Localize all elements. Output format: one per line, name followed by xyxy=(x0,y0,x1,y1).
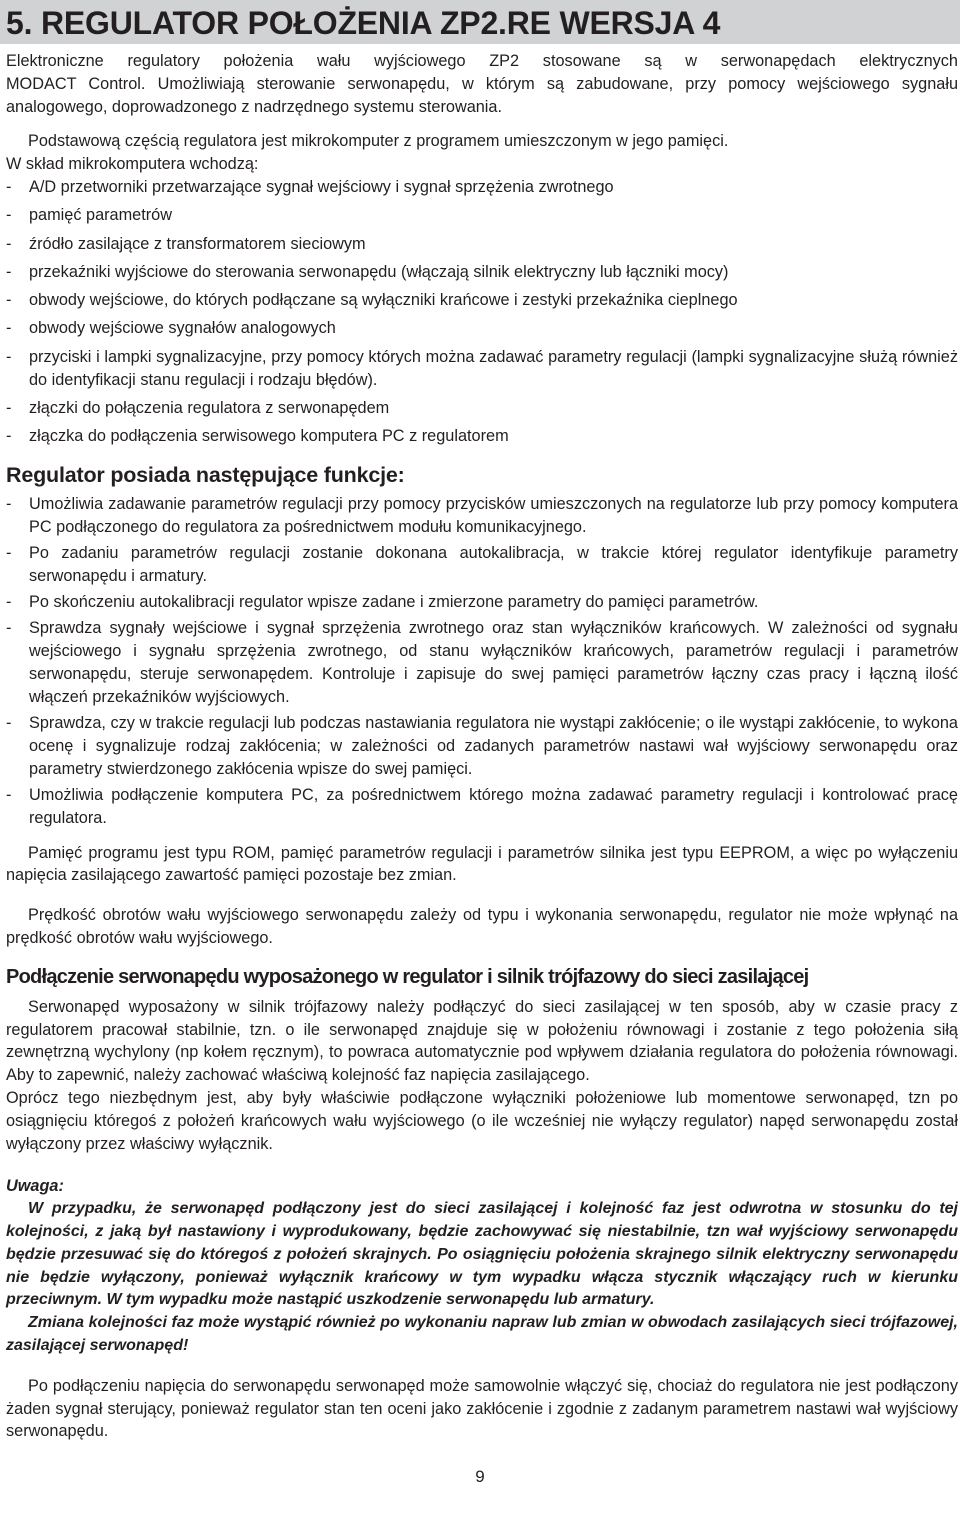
functions-list xyxy=(6,493,958,830)
list-item: - pamięć parametrów xyxy=(6,204,958,227)
list-item: - przekaźniki wyjściowe do sterowania serwonapędu (włączają silnik elektryczny lub łączniki mocy) xyxy=(6,261,958,284)
list-item: - Po zadaniu parametrów regulacji zostanie dokonana autokalibracja, w trakcie której regulator identyfikuje parametry serwonapędu i armatury. xyxy=(6,542,958,588)
list-item: - obwody wejściowe, do których podłączane są wyłączniki krańcowe i zestyki przekaźnika cieplnego xyxy=(6,289,958,312)
speed-paragraph: Prędkość obrotów wału wyjściowego serwonapędu zależy od typu i wykonania serwonapędu, regulator nie może wpłynąć na prędkość obrotów wału wyjściowego. xyxy=(6,906,958,947)
list-item: - Sprawdza sygnały wejściowe i sygnał sprzężenia zwrotnego oraz stan wyłączników krańcowych. W zależności od sygnału wejściowego i sygnału sprzężenia zwrotnego, od stanu wyłączników krańcowych, parametrów regulacji i parametrów serwonapędu, steruje serwonapędem. Kontroluje i zapisuje do swej pamięci parametrów łączny czas pracy i łączną ilość włączeń przekaźników wyjściowych. xyxy=(6,617,958,708)
memory-paragraph: Pamięć programu jest typu ROM, pamięć parametrów regulacji i parametrów silnika jest typu EEPROM, a więc po wyłączeniu napięcia zasilającego zawartość pamięci pozostaje bez zmian. xyxy=(6,843,958,885)
intro-paragraph-rest: MODACT Control. Umożliwiają sterowanie serwonapędu, w którym są zabudowane, przy pomocy wejściowego sygnału analogowego, doprowadzonego z nadrzędnego systemu sterowania. xyxy=(6,74,958,116)
warning-phase-paragraph: Zmiana kolejności faz może wystąpić również po wykonaniu napraw lub zmian w obwodach zasilających sieci trójfazowej, zasilającej serwonapęd! xyxy=(6,1314,958,1354)
page-number: 9 xyxy=(475,1467,485,1486)
list-item: - źródło zasilające z transformatorem sieciowym xyxy=(6,233,958,256)
list-item: - złączki do połączenia regulatora z serwonapędem xyxy=(6,397,958,420)
list-item: - A/D przetworniki przetwarzające sygnał wejściowy i sygnał sprzężenia zwrotnego xyxy=(6,176,958,199)
intro-paragraph-line1: Elektroniczne regulatory położenia wału wyjściowego ZP2 stosowane są w serwonapędach elektrycznych xyxy=(6,52,958,70)
list-item: - Sprawdza, czy w trakcie regulacji lub podczas nastawiania regulatora nie wystąpi zakłócenie; o ile wystąpi zakłócenie, to wykona ocenę i sygnalizuje rodzaj zakłócenia; w zależności od zadanych parametrów nastawi wał wyjściowy serwonapędu oraz parametry stwierdzonego zakłócenia wpisze do swej pamięci. xyxy=(6,712,958,780)
components-intro: W skład mikrokomputera wchodzą: xyxy=(6,155,259,174)
intro-mikrokomputer-paragraph: Podstawową częścią regulatora jest mikrokomputer z programem umieszczonym w jego pamięci. xyxy=(28,132,729,151)
connection-heading: Podłączenie serwonapędu wyposażonego w regulator i silnik trójfazowy do sieci zasilającej xyxy=(6,965,809,988)
warning-paragraph: W przypadku, że serwonapęd podłączony jest do sieci zasilającej i kolejność faz jest odwrotna w stosunku do tej kolejności, z jaką był nastawiony i wyprodukowany, będzie zachowywać się niestabilnie, tzn wał wyjściowy serwonapędu będzie przesuwać się do któregoś z położeń skrajnych. Po osiągnięciu położenia skrajnego silnik elektryczny serwonapędu nie będzie wyłączony, ponieważ wyłącznik krańcowy w tym wypadku włącza stycznik włączający ruch w kierunku przeciwnym. W tym wypadku może nastąpić uszkodzenie serwonapędu lub armatury. xyxy=(6,1200,958,1309)
functions-heading: Regulator posiada następujące funkcje: xyxy=(6,462,405,487)
warning-label: Uwaga: xyxy=(6,1177,64,1196)
list-item: - złączka do podłączenia serwisowego komputera PC z regulatorem xyxy=(6,425,958,448)
title-bar xyxy=(0,0,960,44)
section-title: 5. REGULATOR POŁOŻENIA ZP2.RE WERSJA 4 xyxy=(6,5,721,41)
final-paragraph: Po podłączeniu napięcia do serwonapędu serwonapęd może samowolnie włączyć się, chociaż do regulatora nie jest podłączony żaden sygnał sterujący, ponieważ regulator stan ten oceni jako zakłócenie i zgodnie z zadanym parametrem nastawi wał wyjściowy serwonapędu. xyxy=(6,1376,958,1441)
list-item: - Po skończeniu autokalibracji regulator wpisze zadane i zmierzone parametry do pamięci parametrów. xyxy=(6,591,958,614)
list-item: - przyciski i lampki sygnalizacyjne, przy pomocy których można zadawać parametry regulacji (lampki sygnalizacyjne służą również do identyfikacji stanu regulacji i rodzaju błędów). xyxy=(6,346,958,392)
connection-paragraph: Serwonapęd wyposażony w silnik trójfazowy należy podłączyć do sieci zasilającej w ten sposób, aby w czasie pracy z regulatorem pracował stabilnie, tzn. o ile serwonapęd znajduje się w położeniu równowagi i zostanie z tego położenia siłą zewnętrzną wychylony (np kołem ręcznym), to powraca automatycznie pod wpływem działania regulatora do położenia równowagi. Aby to zapewnić, należy zachować właściwą kolejność faz napięcia zasilającego. xyxy=(6,997,958,1085)
components-list xyxy=(6,176,958,448)
limit-switch-paragraph: Oprócz tego niezbędnym jest, aby były właściwie podłączone wyłączniki położeniowe lub momentowe serwonapęd, tzn po osiągnięciu któregoś z położeń krańcowych wału wyjściowego (o ile wcześniej nie wyłączy regulator) napęd serwonapędu został wyłączony przez właściwy wyłącznik. xyxy=(6,1088,958,1153)
page-content xyxy=(6,50,958,1443)
list-item: - obwody wejściowe sygnałów analogowych xyxy=(6,317,958,340)
list-item: - Umożliwia podłączenie komputera PC, za pośrednictwem którego można zadawać parametry regulacji i kontrolować pracę regulatora. xyxy=(6,784,958,830)
list-item: - Umożliwia zadawanie parametrów regulacji przy pomocy przycisków umieszczonych na regulatorze lub przy pomocy komputera PC podłączonego do regulatora za pośrednictwem modułu komunikacyjnego. xyxy=(6,493,958,539)
